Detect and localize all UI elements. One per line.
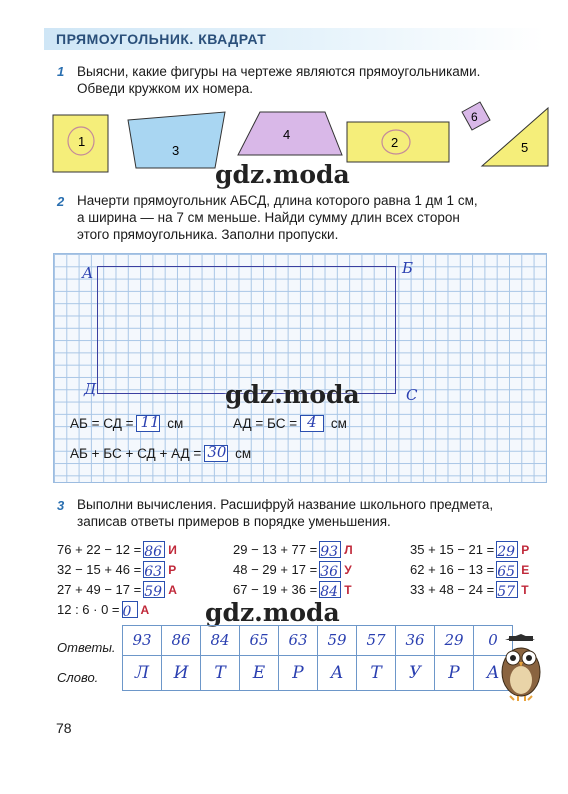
task-2-text — [77, 192, 547, 243]
equation-ab — [70, 413, 184, 433]
calc-expr: 33 + 48 − 24 = — [410, 582, 495, 597]
answer-value: 11 — [140, 413, 160, 431]
shape-4-label: 4 — [283, 127, 291, 142]
answer-value: 65 — [249, 631, 269, 649]
answer-cell[interactable] — [123, 626, 162, 656]
code-letter: А — [168, 583, 177, 597]
letter-cell[interactable] — [123, 656, 162, 691]
answer-value: 57 — [497, 584, 516, 601]
letter-value: Р — [292, 663, 304, 683]
letter-value: Л — [134, 663, 150, 683]
shape-5 — [482, 108, 548, 166]
task-3-line: Выполни вычисления. Расшифруй название школьного предмета, — [77, 497, 494, 512]
code-letter: Е — [521, 563, 530, 577]
answer-value: 57 — [366, 631, 386, 649]
code-letter: Л — [344, 543, 353, 557]
answer-cell[interactable] — [279, 626, 318, 656]
eq-unit: см — [167, 416, 184, 432]
letter-value: Т — [370, 663, 382, 683]
answer-value: 93 — [320, 544, 339, 561]
calc-expr: 35 + 15 − 21 = — [410, 542, 495, 557]
answer-box[interactable] — [143, 561, 165, 581]
calc-row — [57, 580, 177, 600]
shape-6-label: 6 — [471, 110, 478, 124]
answer-value: 29 — [444, 631, 464, 649]
task-2-line: этого прямоугольника. Заполни пропуски. — [77, 227, 339, 242]
code-letter: Т — [521, 583, 529, 597]
answer-cell[interactable] — [240, 626, 279, 656]
letter-cell[interactable] — [357, 656, 396, 691]
calc-expr: 29 − 13 + 77 = — [233, 542, 318, 557]
drawn-rectangle — [97, 266, 396, 394]
answer-cell[interactable] — [318, 626, 357, 656]
letter-value: И — [173, 663, 189, 683]
answer-box[interactable] — [319, 561, 341, 581]
answer-box[interactable] — [300, 415, 324, 432]
calc-row — [233, 540, 353, 560]
calc-expr: 67 − 19 + 36 = — [233, 582, 318, 597]
calc-row — [57, 560, 177, 580]
answer-box[interactable] — [136, 415, 160, 432]
calc-column-1 — [57, 540, 177, 620]
letter-cell[interactable] — [162, 656, 201, 691]
answer-box[interactable] — [496, 561, 518, 581]
answer-value: 63 — [288, 631, 308, 649]
letter-cell[interactable] — [435, 656, 474, 691]
task-1-line: Обведи кружком их номера. — [77, 81, 253, 96]
calc-column-2 — [233, 540, 353, 600]
calc-expr: 32 − 15 + 46 = — [57, 562, 142, 577]
letter-cell[interactable] — [396, 656, 435, 691]
answer-value: 86 — [171, 631, 191, 649]
section-title: ПРЯМОУГОЛЬНИК. КВАДРАТ — [56, 31, 267, 47]
answer-cell[interactable] — [357, 626, 396, 656]
eq-unit: см — [235, 446, 252, 462]
calc-row — [57, 600, 177, 620]
answer-value: 36 — [320, 564, 339, 581]
answer-value: 84 — [210, 631, 230, 649]
calc-row — [57, 540, 177, 560]
answer-box[interactable] — [319, 581, 341, 601]
task-3-line: записав ответы примеров в порядке уменьшения. — [77, 514, 391, 529]
answer-value: 4 — [307, 413, 317, 431]
owl-icon — [495, 632, 547, 702]
letter-cell[interactable] — [240, 656, 279, 691]
corner-b: Б — [402, 259, 414, 277]
task-3-number: 3 — [57, 498, 65, 513]
answer-box[interactable] — [143, 581, 165, 601]
calc-row — [410, 540, 529, 560]
answer-value: 84 — [320, 584, 339, 601]
answer-box[interactable] — [143, 541, 165, 561]
shape-3 — [128, 112, 225, 168]
calc-row — [233, 560, 353, 580]
answers-label: Ответы. — [57, 640, 116, 655]
corner-a: А — [82, 264, 94, 282]
calc-expr: 27 + 49 − 17 = — [57, 582, 142, 597]
calc-expr: 48 − 29 + 17 = — [233, 562, 318, 577]
task-2-line: а ширина — на 7 см меньше. Найди сумму длин всех сторон — [77, 210, 460, 225]
answers-table — [122, 625, 513, 691]
word-row — [123, 656, 513, 691]
answer-box[interactable] — [204, 445, 228, 462]
calc-row — [410, 580, 529, 600]
answer-value: 63 — [144, 564, 163, 581]
corner-d: Д — [84, 380, 97, 398]
section-header — [44, 28, 544, 50]
letter-value: А — [486, 663, 500, 683]
eq-unit: см — [330, 416, 347, 432]
task-1-text — [77, 63, 547, 97]
answer-value: 30 — [207, 443, 227, 461]
answer-value: 65 — [497, 564, 516, 581]
answer-cell[interactable] — [162, 626, 201, 656]
code-letter: И — [168, 543, 177, 557]
answer-cell[interactable] — [201, 626, 240, 656]
corner-c: С — [406, 386, 418, 404]
calc-expr: 12 : 6 · 0 = — [57, 602, 120, 617]
calc-row — [233, 580, 353, 600]
answer-box[interactable] — [496, 541, 518, 561]
answer-box[interactable] — [122, 601, 138, 621]
shape-3-label: 3 — [172, 143, 180, 158]
answer-value: 93 — [132, 631, 152, 649]
code-letter: А — [140, 603, 150, 617]
task-3-text — [77, 496, 547, 530]
letter-value: Т — [214, 663, 226, 683]
code-letter: У — [344, 563, 352, 577]
calc-expr: 62 + 16 − 13 = — [410, 562, 495, 577]
answer-cell[interactable] — [396, 626, 435, 656]
page-number: 78 — [56, 720, 72, 736]
eq-label: АБ + БС + СД + АД = — [70, 446, 202, 462]
equation-ad — [233, 413, 347, 433]
watermark: gdz.moda — [225, 380, 360, 409]
code-letter: Р — [168, 563, 177, 577]
letter-value: А — [330, 663, 344, 683]
calc-expr: 76 + 22 − 12 = — [57, 542, 142, 557]
task-1-number: 1 — [57, 64, 65, 79]
code-letter: Р — [521, 543, 530, 557]
answer-value: 29 — [497, 544, 516, 561]
letter-cell[interactable] — [201, 656, 240, 691]
task-2-line: Начерти прямоугольник АБСД, длина которого равна 1 дм 1 см, — [77, 193, 478, 208]
answer-value: 36 — [405, 631, 425, 649]
equation-sum — [70, 443, 252, 463]
task-2-number: 2 — [57, 194, 65, 209]
calc-column-3 — [410, 540, 529, 600]
answer-box[interactable] — [319, 541, 341, 561]
task-1-line: Выясни, какие фигуры на чертеже являются прямоугольниками. — [77, 64, 481, 79]
letter-value: Е — [252, 663, 266, 683]
letter-value: У — [408, 663, 422, 683]
shape-5-label: 5 — [521, 140, 529, 155]
letter-cell[interactable] — [318, 656, 357, 691]
answer-value: 59 — [327, 631, 347, 649]
answer-value: 0 — [488, 631, 498, 649]
watermark: gdz.moda — [215, 160, 350, 189]
shape-1-label: 1 — [78, 134, 86, 149]
answer-value: 86 — [144, 544, 163, 561]
calc-row — [410, 560, 529, 580]
answer-value: 59 — [144, 584, 163, 601]
code-letter: Т — [344, 583, 352, 597]
answer-value: 0 — [122, 604, 132, 621]
word-label: Слово. — [57, 670, 99, 685]
answer-box[interactable] — [496, 581, 518, 601]
watermark: gdz.moda — [205, 598, 340, 627]
eq-label: АД = БС = — [233, 416, 298, 432]
letter-value: Р — [448, 663, 460, 683]
answers-row — [123, 626, 513, 656]
letter-cell[interactable] — [279, 656, 318, 691]
eq-label: АБ = СД = — [70, 416, 134, 432]
shape-2-label: 2 — [391, 135, 399, 150]
answer-cell[interactable] — [435, 626, 474, 656]
